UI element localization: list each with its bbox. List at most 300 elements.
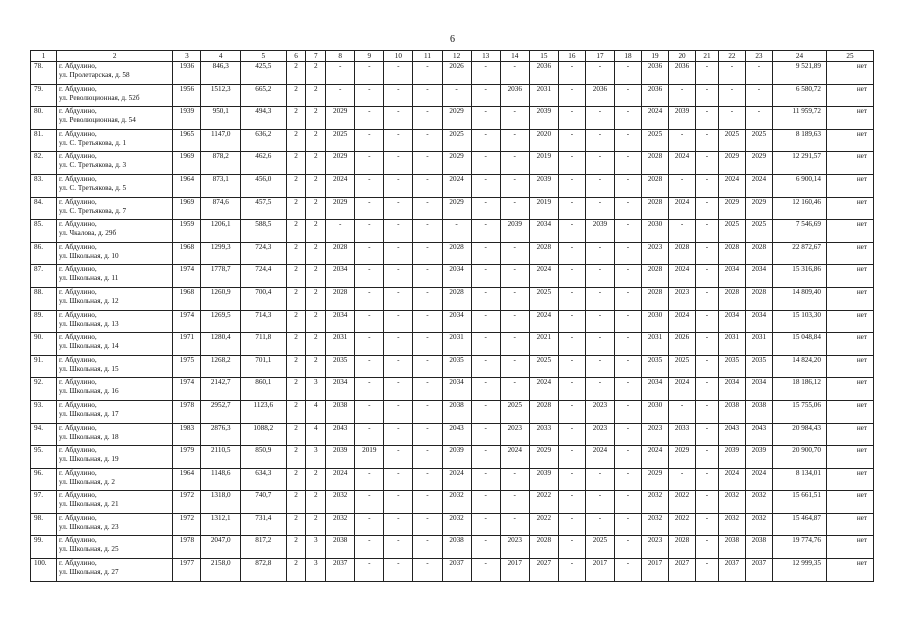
status-cell: нет <box>826 400 873 423</box>
data-cell: 2035 <box>442 355 471 378</box>
data-cell: 2039 <box>442 446 471 469</box>
data-cell: 2038 <box>718 536 745 559</box>
data-cell: - <box>558 287 585 310</box>
data-cell: 1318,0 <box>201 491 240 514</box>
data-cell: - <box>696 84 719 107</box>
data-cell: 2029 <box>442 107 471 130</box>
data-cell: 3 <box>306 446 326 469</box>
data-cell: 2031 <box>442 333 471 356</box>
address-cell <box>56 400 172 423</box>
data-cell: 2024 <box>745 468 772 491</box>
column-number-header: 9 <box>355 51 384 62</box>
data-cell: 724,3 <box>240 242 286 265</box>
data-cell: 1969 <box>173 152 201 175</box>
address-city: г. Абдулино, <box>58 355 97 364</box>
data-cell: - <box>500 152 529 175</box>
data-cell: - <box>558 174 585 197</box>
address-city: г. Абдулино, <box>58 559 97 568</box>
data-cell: 2030 <box>642 220 669 243</box>
column-number-header: 23 <box>745 51 772 62</box>
data-cell: 2 <box>306 242 326 265</box>
data-cell: - <box>615 129 642 152</box>
data-cell: 2017 <box>642 559 669 582</box>
row-number: 98. <box>31 513 57 536</box>
data-cell: - <box>696 536 719 559</box>
address-street: ул. Школьная, д. 14 <box>58 342 119 351</box>
data-cell: 2032 <box>642 513 669 536</box>
data-cell: 873,1 <box>201 174 240 197</box>
data-cell: 2026 <box>442 62 471 85</box>
data-cell: 3 <box>306 378 326 401</box>
data-cell: - <box>585 129 614 152</box>
row-number: 93. <box>31 400 57 423</box>
status-cell: нет <box>826 152 873 175</box>
data-cell: - <box>615 446 642 469</box>
data-cell: - <box>585 174 614 197</box>
data-cell: - <box>471 84 500 107</box>
address-street: ул. Пролетарская, д. 58 <box>58 71 130 79</box>
data-cell: 2034 <box>326 265 355 288</box>
data-cell: 2022 <box>529 491 558 514</box>
data-cell: 2029 <box>745 152 772 175</box>
data-cell: - <box>471 310 500 333</box>
data-cell: - <box>471 559 500 582</box>
data-cell: - <box>615 423 642 446</box>
data-cell: - <box>558 559 585 582</box>
data-cell: 2029 <box>326 152 355 175</box>
data-cell: - <box>500 310 529 333</box>
data-cell: 2039 <box>529 174 558 197</box>
data-cell: - <box>585 287 614 310</box>
data-cell: - <box>413 220 442 243</box>
data-cell: - <box>413 423 442 446</box>
data-cell: 2025 <box>718 129 745 152</box>
data-cell: 1971 <box>173 333 201 356</box>
data-cell: - <box>558 62 585 85</box>
data-cell: 2 <box>286 491 306 514</box>
data-cell: 2024 <box>529 378 558 401</box>
data-cell: - <box>500 491 529 514</box>
data-cell: - <box>615 333 642 356</box>
data-cell: - <box>696 468 719 491</box>
row-number: 90. <box>31 333 57 356</box>
data-cell: - <box>696 491 719 514</box>
address-street: ул. С. Третьякова, д. 3 <box>58 161 127 170</box>
address-street: ул. Школьная, д. 11 <box>58 274 119 283</box>
address-street: ул. С. Третьякова, д. 5 <box>58 183 127 192</box>
data-cell: 1978 <box>173 400 201 423</box>
data-cell: - <box>413 491 442 514</box>
data-cell: 2019 <box>355 446 384 469</box>
data-cell: - <box>471 423 500 446</box>
data-cell: 2142,7 <box>201 378 240 401</box>
status-cell: нет <box>826 310 873 333</box>
address-cell <box>56 310 172 333</box>
data-cell: 2038 <box>326 536 355 559</box>
data-cell: 2032 <box>442 513 471 536</box>
data-cell: - <box>355 287 384 310</box>
data-cell: - <box>413 107 442 130</box>
data-cell: - <box>384 84 413 107</box>
data-cell: - <box>615 174 642 197</box>
data-cell: 2034 <box>642 378 669 401</box>
address-cell <box>56 333 172 356</box>
data-cell: 2 <box>286 423 306 446</box>
data-cell: 494,3 <box>240 107 286 130</box>
data-cell: 2035 <box>718 355 745 378</box>
cost-cell: 15 048,84 <box>772 333 826 356</box>
row-number: 84. <box>31 197 57 220</box>
data-cell: 1972 <box>173 491 201 514</box>
address-city: г. Абдулино, <box>58 378 97 387</box>
data-cell: 2 <box>286 265 306 288</box>
data-cell: - <box>558 152 585 175</box>
data-cell: - <box>355 220 384 243</box>
data-cell: - <box>384 220 413 243</box>
data-cell: - <box>413 446 442 469</box>
data-cell: - <box>471 242 500 265</box>
data-cell: 1936 <box>173 62 201 85</box>
data-cell: - <box>355 62 384 85</box>
data-cell: 1978 <box>173 536 201 559</box>
data-cell: 2024 <box>745 174 772 197</box>
table-row <box>31 220 874 243</box>
data-cell: 2021 <box>529 333 558 356</box>
status-cell: нет <box>826 468 873 491</box>
row-number: 100. <box>31 559 57 582</box>
data-cell: 2024 <box>529 265 558 288</box>
data-cell: - <box>471 536 500 559</box>
column-number-header: 2 <box>56 51 172 62</box>
data-cell: 2034 <box>442 310 471 333</box>
table-row <box>31 152 874 175</box>
row-number: 92. <box>31 378 57 401</box>
data-cell: 2023 <box>500 536 529 559</box>
data-cell: 2023 <box>585 400 614 423</box>
cost-cell: 14 809,40 <box>772 287 826 310</box>
data-cell: 1778,7 <box>201 265 240 288</box>
data-cell: 2038 <box>442 536 471 559</box>
data-cell: - <box>558 333 585 356</box>
data-cell: 2 <box>286 536 306 559</box>
data-cell: - <box>442 220 471 243</box>
data-cell: 874,6 <box>201 197 240 220</box>
status-cell: нет <box>826 287 873 310</box>
data-cell: - <box>669 84 696 107</box>
address-city: г. Абдулино, <box>58 107 97 116</box>
address-street: ул. Школьная, д. 25 <box>58 545 119 554</box>
column-number-header: 13 <box>471 51 500 62</box>
data-cell: 2034 <box>326 310 355 333</box>
data-cell: - <box>615 265 642 288</box>
table-row <box>31 423 874 446</box>
address-street: ул. Школьная, д. 23 <box>58 522 119 531</box>
data-cell: 2034 <box>718 378 745 401</box>
data-cell: - <box>355 129 384 152</box>
data-cell: 2110,5 <box>201 446 240 469</box>
row-number: 91. <box>31 355 57 378</box>
status-cell: нет <box>826 197 873 220</box>
row-number: 88. <box>31 287 57 310</box>
data-cell: 1974 <box>173 378 201 401</box>
page-number: 6 <box>450 34 455 45</box>
data-cell: - <box>355 400 384 423</box>
data-cell: 2039 <box>669 107 696 130</box>
cost-cell: 15 464,87 <box>772 513 826 536</box>
data-cell: 2017 <box>500 559 529 582</box>
table-row <box>31 129 874 152</box>
address-city: г. Абдулино, <box>58 287 97 296</box>
data-cell: - <box>585 107 614 130</box>
data-cell: - <box>355 265 384 288</box>
data-cell: - <box>558 129 585 152</box>
column-number-header: 22 <box>718 51 745 62</box>
data-cell: - <box>615 491 642 514</box>
data-cell: 2 <box>286 62 306 85</box>
data-cell: - <box>384 129 413 152</box>
data-cell: - <box>696 242 719 265</box>
data-cell: - <box>471 513 500 536</box>
data-cell: - <box>471 197 500 220</box>
status-cell: нет <box>826 62 873 85</box>
data-cell: - <box>471 400 500 423</box>
data-cell: 2 <box>306 333 326 356</box>
column-number-header: 8 <box>326 51 355 62</box>
data-cell: - <box>471 62 500 85</box>
data-cell: 2025 <box>529 287 558 310</box>
data-cell: 2 <box>306 491 326 514</box>
data-cell: - <box>615 107 642 130</box>
data-cell: 2024 <box>585 446 614 469</box>
data-cell: - <box>585 197 614 220</box>
data-cell: 2029 <box>326 107 355 130</box>
data-cell: 2036 <box>669 62 696 85</box>
data-cell: - <box>413 197 442 220</box>
data-cell: 2028 <box>442 242 471 265</box>
data-cell: - <box>615 84 642 107</box>
cost-cell: 19 774,76 <box>772 536 826 559</box>
data-cell: 462,6 <box>240 152 286 175</box>
data-cell: 1974 <box>173 310 201 333</box>
data-cell: - <box>696 197 719 220</box>
data-cell: - <box>384 423 413 446</box>
row-number: 89. <box>31 310 57 333</box>
address-cell <box>56 536 172 559</box>
data-cell: 2034 <box>718 265 745 288</box>
data-cell: 2035 <box>642 355 669 378</box>
data-cell: 1268,2 <box>201 355 240 378</box>
data-cell: 817,2 <box>240 536 286 559</box>
data-cell: - <box>585 242 614 265</box>
address-street: ул. С. Третьякова, д. 7 <box>58 206 127 215</box>
data-cell: 2 <box>286 355 306 378</box>
data-cell: 2 <box>286 287 306 310</box>
data-cell: 2034 <box>745 265 772 288</box>
row-number: 82. <box>31 152 57 175</box>
data-cell: 2036 <box>642 62 669 85</box>
status-cell: нет <box>826 129 873 152</box>
data-cell: - <box>413 559 442 582</box>
data-cell: 2024 <box>642 446 669 469</box>
cost-cell: 15 755,06 <box>772 400 826 423</box>
address-city: г. Абдулино, <box>58 536 97 545</box>
data-cell: 2028 <box>529 400 558 423</box>
data-cell: 1123,6 <box>240 400 286 423</box>
data-cell: 1280,4 <box>201 333 240 356</box>
data-cell: 2025 <box>585 536 614 559</box>
table-row <box>31 62 874 85</box>
address-street: ул. С. Третьякова, д. 1 <box>58 138 127 147</box>
data-cell: - <box>500 333 529 356</box>
data-cell: 425,5 <box>240 62 286 85</box>
data-cell: - <box>413 513 442 536</box>
address-street: ул. Школьная, д. 15 <box>58 364 119 373</box>
table-row <box>31 355 874 378</box>
data-cell: - <box>384 491 413 514</box>
address-city: г. Абдулино, <box>58 197 97 206</box>
data-cell: 2024 <box>326 468 355 491</box>
data-cell: - <box>558 220 585 243</box>
data-cell: - <box>471 129 500 152</box>
address-street: ул. Школьная, д. 10 <box>58 251 119 260</box>
data-cell: - <box>500 62 529 85</box>
data-cell: - <box>355 84 384 107</box>
data-cell: 846,3 <box>201 62 240 85</box>
data-cell: 2876,3 <box>201 423 240 446</box>
data-cell: 2 <box>306 310 326 333</box>
data-cell: 2029 <box>442 197 471 220</box>
address-cell <box>56 62 172 85</box>
data-cell: 2032 <box>745 491 772 514</box>
data-cell: - <box>384 310 413 333</box>
data-cell: 2029 <box>442 152 471 175</box>
data-cell: - <box>585 62 614 85</box>
data-cell: 2043 <box>442 423 471 446</box>
table-row <box>31 536 874 559</box>
data-cell: 2039 <box>326 446 355 469</box>
address-street: ул. Школьная, д. 17 <box>58 409 119 418</box>
data-cell: 2034 <box>326 378 355 401</box>
data-cell: - <box>384 174 413 197</box>
address-street: ул. Школьная, д. 2 <box>58 477 115 486</box>
data-cell: 3 <box>306 559 326 582</box>
column-number-header: 6 <box>286 51 306 62</box>
data-cell: 2036 <box>642 84 669 107</box>
row-number: 95. <box>31 446 57 469</box>
table-row <box>31 265 874 288</box>
data-cell: 2025 <box>326 129 355 152</box>
data-cell: 2039 <box>718 446 745 469</box>
data-cell: - <box>326 84 355 107</box>
data-cell: - <box>558 468 585 491</box>
data-cell: - <box>413 84 442 107</box>
column-number-header: 25 <box>826 51 873 62</box>
data-cell: - <box>615 287 642 310</box>
data-cell: - <box>471 174 500 197</box>
data-cell: 2032 <box>718 491 745 514</box>
data-cell: 2017 <box>585 559 614 582</box>
data-cell: 1147,0 <box>201 129 240 152</box>
column-number-header: 7 <box>306 51 326 62</box>
data-cell: 2029 <box>669 446 696 469</box>
data-cell: 1974 <box>173 265 201 288</box>
data-cell: - <box>745 107 772 130</box>
address-cell <box>56 446 172 469</box>
status-cell: нет <box>826 559 873 582</box>
data-cell: 2 <box>306 220 326 243</box>
data-cell: 588,5 <box>240 220 286 243</box>
data-cell: 2025 <box>500 400 529 423</box>
data-cell: 2019 <box>529 197 558 220</box>
data-cell: - <box>413 174 442 197</box>
data-cell: 2028 <box>642 265 669 288</box>
data-cell: 2025 <box>745 220 772 243</box>
data-cell: - <box>615 355 642 378</box>
address-cell <box>56 84 172 107</box>
data-cell: - <box>471 491 500 514</box>
data-cell: 2 <box>286 174 306 197</box>
data-cell: - <box>585 265 614 288</box>
table-row <box>31 84 874 107</box>
data-cell: 2031 <box>642 333 669 356</box>
data-cell: 2 <box>306 107 326 130</box>
status-cell: нет <box>826 265 873 288</box>
address-cell <box>56 265 172 288</box>
data-cell: 701,1 <box>240 355 286 378</box>
data-cell: 2024 <box>718 174 745 197</box>
data-cell: 1969 <box>173 197 201 220</box>
data-cell: - <box>384 333 413 356</box>
data-cell: - <box>615 310 642 333</box>
data-cell: - <box>696 174 719 197</box>
data-cell: 2952,7 <box>201 400 240 423</box>
data-cell: 2 <box>286 559 306 582</box>
data-cell: - <box>500 378 529 401</box>
status-cell: нет <box>826 536 873 559</box>
data-cell: - <box>355 107 384 130</box>
data-cell: 2038 <box>745 536 772 559</box>
data-cell: 2027 <box>529 559 558 582</box>
row-number: 83. <box>31 174 57 197</box>
data-cell: - <box>500 265 529 288</box>
data-cell: 2 <box>306 287 326 310</box>
address-cell <box>56 197 172 220</box>
data-cell: - <box>696 513 719 536</box>
cost-cell: 18 186,12 <box>772 378 826 401</box>
data-cell: - <box>413 355 442 378</box>
data-cell: 1939 <box>173 107 201 130</box>
data-cell: 2 <box>286 446 306 469</box>
data-cell: 2024 <box>529 310 558 333</box>
data-cell: 2023 <box>642 423 669 446</box>
address-city: г. Абдулино, <box>58 468 97 477</box>
data-cell: 636,2 <box>240 129 286 152</box>
column-number-header: 24 <box>772 51 826 62</box>
cost-cell: 22 872,67 <box>772 242 826 265</box>
column-number-header: 16 <box>558 51 585 62</box>
data-cell: - <box>384 355 413 378</box>
address-city: г. Абдулино, <box>58 129 97 138</box>
data-cell: 2037 <box>326 559 355 582</box>
data-cell: - <box>355 559 384 582</box>
data-cell: - <box>500 287 529 310</box>
status-cell: нет <box>826 220 873 243</box>
data-cell: - <box>471 107 500 130</box>
data-cell: 872,8 <box>240 559 286 582</box>
cost-cell: 7 546,69 <box>772 220 826 243</box>
cost-cell: 15 316,86 <box>772 265 826 288</box>
cost-cell: 9 521,89 <box>772 62 826 85</box>
